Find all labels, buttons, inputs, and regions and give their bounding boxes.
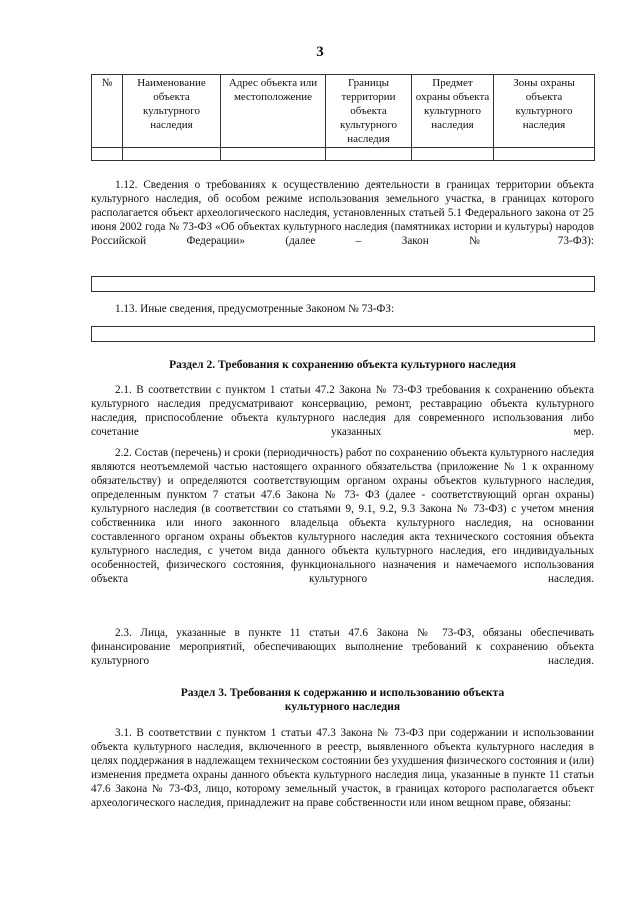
section-2-title: Раздел 2. Требования к сохранению объекта культурного наследия <box>169 359 516 371</box>
table-cell <box>221 148 326 161</box>
section-3-title <box>91 686 594 714</box>
section-3-title-line-2: культурного наследия <box>284 701 401 713</box>
heritage-object-table <box>91 74 595 161</box>
paragraph-2-3: 2.3. Лица, указанные в пункте 11 статьи 47.6 Закона № 73-ФЗ, обязаны обеспечивать финансирование мероприятий, обеспечивающих выполнение требований к сохранению объекта культурного наследия. <box>91 627 594 667</box>
table-cell <box>123 148 221 161</box>
table-header-name: Наименование объекта культурного наследия <box>123 75 221 148</box>
table-cell <box>92 148 123 161</box>
paragraph-2-1: 2.1. В соответствии с пунктом 1 статьи 47.2 Закона № 73-ФЗ требования к сохранению объекта культурного наследия предусматривают консервацию, ремонт, реставрацию объекта культурного наследия, приспособление объекта культурного наследия для современного использования либо сочетание указанных мер. <box>91 384 594 438</box>
paragraph-1-12: 1.12. Сведения о требованиях к осуществлению деятельности в границах территории объекта культурного наследия, об особом режиме использования земельного участка, в границах которого располагается объект археологического наследия, установленных статьей 5.1 Федерального закона от 25 июня 2002 года № 73-ФЗ «Об объектах культурного наследия (памятниках истории и культуры) народов Российской Федерации» (далее – Закон № 73-ФЗ): <box>91 179 594 247</box>
field-box-1-13 <box>91 326 595 342</box>
table-row <box>92 148 595 161</box>
table-cell <box>494 148 595 161</box>
field-box-1-12 <box>91 276 595 292</box>
section-3-title-line-1: Раздел 3. Требования к содержанию и использованию объекта <box>180 687 505 699</box>
table-header-address: Адрес объекта или местоположение <box>221 75 326 148</box>
paragraph-3-1: 3.1. В соответствии с пунктом 1 статьи 47.3 Закона № 73-ФЗ при содержании и использовании объекта культурного наследия, включенного в реестр, выявленного объекта культурного наследия в целях поддержания в надлежащем техническом состоянии без ухудшения физического состояния и (или) изменения предмета охраны данного объекта культурного наследия лица, указанные в пункте 11 статьи 47.6 Закона № 73-ФЗ, лицо, которому земельный участок, в границах которого располагается объект археологического наследия, принадлежит на праве собственности или ином вещном праве, обязаны: <box>91 727 594 809</box>
table-header-protection-zones: Зоны охраны объекта культурного наследия <box>494 75 595 148</box>
table-header-protection-subject: Предмет охраны объекта культурного наследия <box>412 75 494 148</box>
paragraph-2-2: 2.2. Состав (перечень) и сроки (периодичность) работ по сохранению объекта культурного наследия являются неотъемлемой частью настоящего охранного обязательства (приложение № 1 к охранному обязательству) и определяются соответствующим органом охраны объектов культурного наследия, определенным пунктом 7 статьи 47.6 Закона № 73- ФЗ (далее - соответствующий орган охраны) культурного наследия (в соответствии со статьями 9, 9.1, 9.2, 9.3 Закона № 73-ФЗ) с учетом мнения собственника или иного законного владельца объекта культурного наследия, на основании составленного органом охраны объектов культурного наследия акта технического состояния объекта культурного наследия, с учетом вида данного объекта культурного наследия, его индивидуальных особенностей, физического состояния, функционального назначения и намечаемого использования объекта культурного наследия. <box>91 447 594 585</box>
table-cell <box>326 148 412 161</box>
table-header-number: № <box>92 75 123 148</box>
table-header-row <box>92 75 595 148</box>
table-header-boundaries: Границы территории объекта культурного наследия <box>326 75 412 148</box>
page-number: 3 <box>316 44 324 60</box>
table-cell <box>412 148 494 161</box>
paragraph-1-13: 1.13. Иные сведения, предусмотренные Законом № 73-ФЗ: <box>115 303 395 315</box>
